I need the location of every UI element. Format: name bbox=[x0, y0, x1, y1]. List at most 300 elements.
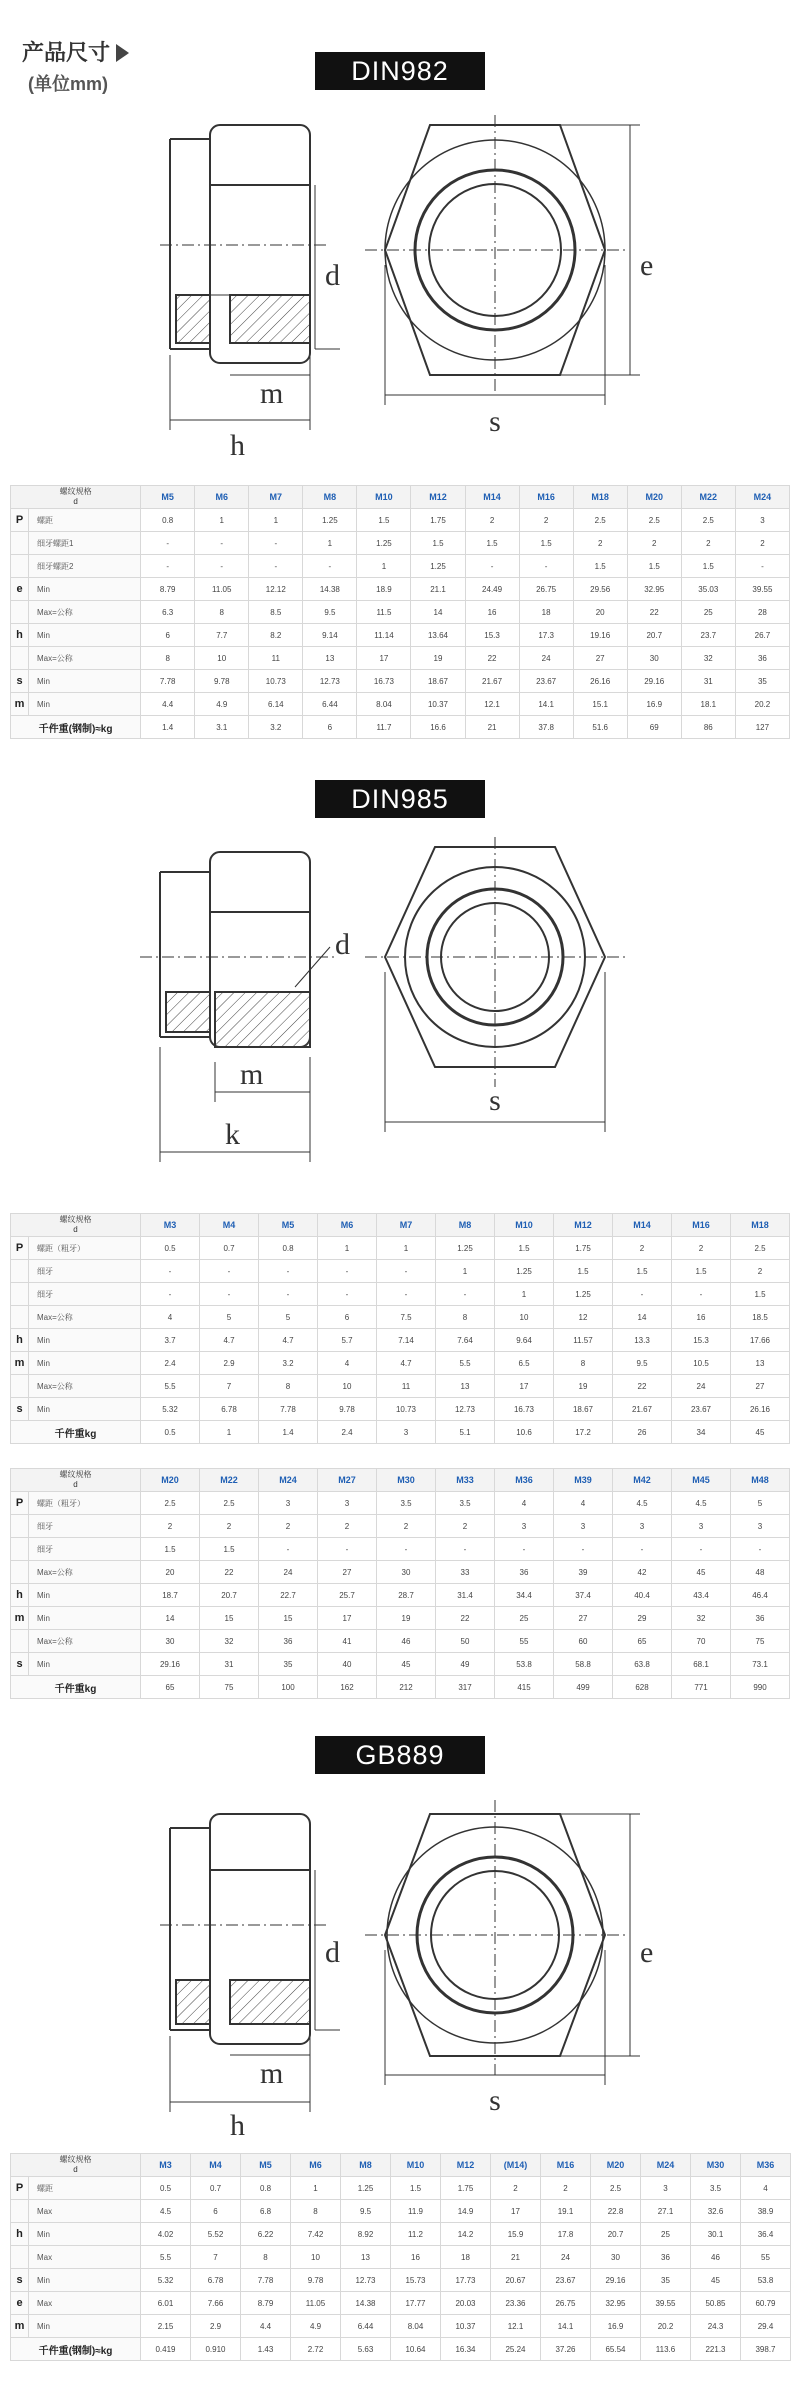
table-row bbox=[11, 1237, 790, 1260]
table-cell: 1.25 bbox=[357, 532, 411, 555]
table-cell: 22 bbox=[465, 647, 519, 670]
row-label: 螺距 bbox=[29, 2177, 141, 2200]
table-cell: 5.5 bbox=[436, 1352, 495, 1375]
row-symbol bbox=[11, 1538, 29, 1561]
table-cell: 11 bbox=[377, 1375, 436, 1398]
row-label: Max=公称 bbox=[29, 601, 141, 624]
table-cell: 2.5 bbox=[141, 1492, 200, 1515]
table-cell: 4 bbox=[741, 2177, 791, 2200]
table-cell: 17 bbox=[495, 1375, 554, 1398]
table-cell: 30 bbox=[377, 1561, 436, 1584]
table-cell: 35 bbox=[735, 670, 789, 693]
table-cell: 30 bbox=[141, 1630, 200, 1653]
weight-cell: 65.54 bbox=[591, 2338, 641, 2361]
row-label: Min bbox=[29, 1398, 141, 1421]
table-cell: 38.9 bbox=[741, 2200, 791, 2223]
size-header: M16 bbox=[672, 1214, 731, 1237]
table-cell: 75 bbox=[731, 1630, 790, 1653]
table-row bbox=[11, 1538, 790, 1561]
row-symbol bbox=[11, 1375, 29, 1398]
table-cell: 18.67 bbox=[411, 670, 465, 693]
table-cell: 2 bbox=[681, 532, 735, 555]
table-cell: 3.5 bbox=[436, 1492, 495, 1515]
size-header: M42 bbox=[613, 1469, 672, 1492]
table-cell: 40 bbox=[318, 1653, 377, 1676]
table-cell: 35 bbox=[641, 2269, 691, 2292]
table-cell: 1.5 bbox=[554, 1260, 613, 1283]
table-cell: 3 bbox=[318, 1492, 377, 1515]
table-cell: 2.5 bbox=[591, 2177, 641, 2200]
table-cell: 18 bbox=[519, 601, 573, 624]
row-symbol: m bbox=[11, 1352, 29, 1375]
table-cell: 1 bbox=[249, 509, 303, 532]
table-cell: 21.1 bbox=[411, 578, 465, 601]
table-cell: 31 bbox=[200, 1653, 259, 1676]
table-cell: 11.14 bbox=[357, 624, 411, 647]
table-cell: 8.2 bbox=[249, 624, 303, 647]
table-cell: 17.66 bbox=[731, 1329, 790, 1352]
table-cell: - bbox=[141, 1283, 200, 1306]
table-cell: 31.4 bbox=[436, 1584, 495, 1607]
row-symbol: s bbox=[11, 1653, 29, 1676]
size-header: M10 bbox=[391, 2154, 441, 2177]
row-symbol bbox=[11, 1283, 29, 1306]
weight-cell: 1.43 bbox=[241, 2338, 291, 2361]
table-cell: 11.05 bbox=[291, 2292, 341, 2315]
table-cell: 1 bbox=[495, 1283, 554, 1306]
table-cell: - bbox=[259, 1283, 318, 1306]
table-cell: 11.57 bbox=[554, 1329, 613, 1352]
table-cell: 21 bbox=[491, 2246, 541, 2269]
table-cell: 37.4 bbox=[554, 1584, 613, 1607]
table-cell: 3 bbox=[672, 1515, 731, 1538]
table-cell: 2 bbox=[731, 1260, 790, 1283]
size-header: M6 bbox=[195, 486, 249, 509]
size-header: M14 bbox=[465, 486, 519, 509]
table-cell: 4.4 bbox=[141, 693, 195, 716]
table-row bbox=[11, 1653, 790, 1676]
row-symbol: h bbox=[11, 1584, 29, 1607]
table-cell: 2 bbox=[141, 1515, 200, 1538]
table-row bbox=[11, 2223, 791, 2246]
table-cell: 4.5 bbox=[613, 1492, 672, 1515]
size-header: M24 bbox=[735, 486, 789, 509]
table-cell: 9.5 bbox=[613, 1352, 672, 1375]
size-header: M48 bbox=[731, 1469, 790, 1492]
table-cell: 6 bbox=[191, 2200, 241, 2223]
table-cell: 25 bbox=[641, 2223, 691, 2246]
table-row bbox=[11, 1352, 790, 1375]
table-cell: 2 bbox=[573, 532, 627, 555]
table-cell: 1 bbox=[291, 2177, 341, 2200]
size-header: M14 bbox=[613, 1214, 672, 1237]
row-symbol: m bbox=[11, 693, 29, 716]
table-cell: - bbox=[519, 555, 573, 578]
weight-cell: 990 bbox=[731, 1676, 790, 1699]
row-symbol: h bbox=[11, 624, 29, 647]
table-cell: 5.5 bbox=[141, 2246, 191, 2269]
table-cell: 13.64 bbox=[411, 624, 465, 647]
table-cell: 6.3 bbox=[141, 601, 195, 624]
table-row bbox=[11, 2200, 791, 2223]
table-cell: 12.12 bbox=[249, 578, 303, 601]
table-cell: 9.78 bbox=[195, 670, 249, 693]
table-row bbox=[11, 2177, 791, 2200]
table-cell: 22 bbox=[200, 1561, 259, 1584]
table-cell: 9.64 bbox=[495, 1329, 554, 1352]
table-cell: 17.3 bbox=[519, 624, 573, 647]
table-cell: 14 bbox=[141, 1607, 200, 1630]
row-symbol bbox=[11, 1306, 29, 1329]
size-header: M18 bbox=[573, 486, 627, 509]
table-cell: 0.8 bbox=[141, 509, 195, 532]
table-cell: 2.5 bbox=[681, 509, 735, 532]
table-cell: 7 bbox=[200, 1375, 259, 1398]
table-cell: 16.9 bbox=[591, 2315, 641, 2338]
table-cell: 10 bbox=[318, 1375, 377, 1398]
table-cell: 0.8 bbox=[241, 2177, 291, 2200]
table-cell: 55 bbox=[495, 1630, 554, 1653]
size-header: M5 bbox=[241, 2154, 291, 2177]
table-cell: 7.78 bbox=[141, 670, 195, 693]
corner-label: 螺纹规格 bbox=[59, 2155, 92, 2164]
table-row bbox=[11, 693, 790, 716]
table-row bbox=[11, 509, 790, 532]
weight-cell: 221.3 bbox=[691, 2338, 741, 2361]
table-row bbox=[11, 624, 790, 647]
table-cell: 73.1 bbox=[731, 1653, 790, 1676]
table-cell: 27 bbox=[731, 1375, 790, 1398]
row-label: Max=公称 bbox=[29, 1306, 141, 1329]
table-cell: 45 bbox=[672, 1561, 731, 1584]
din985-table-1 bbox=[10, 1213, 790, 1444]
table-cell: 1.5 bbox=[573, 555, 627, 578]
table-cell: 65 bbox=[613, 1630, 672, 1653]
corner-label: d bbox=[73, 1480, 78, 1489]
table-cell: 17.77 bbox=[391, 2292, 441, 2315]
table-cell: 7.78 bbox=[259, 1398, 318, 1421]
din985-table-2 bbox=[10, 1468, 790, 1699]
table-cell: 2 bbox=[541, 2177, 591, 2200]
size-header: M10 bbox=[495, 1214, 554, 1237]
table-cell: 28.7 bbox=[377, 1584, 436, 1607]
table-cell: 10.37 bbox=[441, 2315, 491, 2338]
table-cell: 20.7 bbox=[591, 2223, 641, 2246]
table-cell: 8 bbox=[291, 2200, 341, 2223]
table-cell: - bbox=[735, 555, 789, 578]
table-cell: 14.1 bbox=[541, 2315, 591, 2338]
row-symbol bbox=[11, 2246, 29, 2269]
weight-label: 千件重kg bbox=[11, 1676, 141, 1699]
weight-cell: 11.7 bbox=[357, 716, 411, 739]
table-cell: 15.73 bbox=[391, 2269, 441, 2292]
table-cell: - bbox=[141, 1260, 200, 1283]
table-cell: 50 bbox=[436, 1630, 495, 1653]
dim-s: s bbox=[489, 2084, 501, 2117]
row-label: Min bbox=[29, 693, 141, 716]
weight-row bbox=[11, 1421, 790, 1444]
table-cell: 32.95 bbox=[591, 2292, 641, 2315]
table-cell: 1.5 bbox=[495, 1237, 554, 1260]
table-cell: 55 bbox=[741, 2246, 791, 2269]
table-cell: 20 bbox=[573, 601, 627, 624]
table-cell: - bbox=[249, 555, 303, 578]
size-header: M24 bbox=[641, 2154, 691, 2177]
table-cell: 4.7 bbox=[200, 1329, 259, 1352]
table-cell: 26.7 bbox=[735, 624, 789, 647]
size-header: M45 bbox=[672, 1469, 731, 1492]
table-cell: 12.1 bbox=[491, 2315, 541, 2338]
table-cell: 12.73 bbox=[436, 1398, 495, 1421]
table-cell: 18.9 bbox=[357, 578, 411, 601]
triangle-right-icon bbox=[116, 44, 129, 62]
size-header: M6 bbox=[318, 1214, 377, 1237]
row-label: Min bbox=[29, 1607, 141, 1630]
table-cell: 25 bbox=[681, 601, 735, 624]
table-cell: 21.67 bbox=[465, 670, 519, 693]
table-cell: 4.02 bbox=[141, 2223, 191, 2246]
table-cell: 2.9 bbox=[191, 2315, 241, 2338]
table-cell: - bbox=[436, 1538, 495, 1561]
size-header: M3 bbox=[141, 1214, 200, 1237]
table-cell: 20.03 bbox=[441, 2292, 491, 2315]
table-cell: 48 bbox=[731, 1561, 790, 1584]
size-header: M24 bbox=[259, 1469, 318, 1492]
table-cell: 10.5 bbox=[672, 1352, 731, 1375]
table-row bbox=[11, 1630, 790, 1653]
table-cell: 2 bbox=[491, 2177, 541, 2200]
table-cell: 8 bbox=[195, 601, 249, 624]
table-cell: 23.67 bbox=[519, 670, 573, 693]
table-cell: 35 bbox=[259, 1653, 318, 1676]
table-cell: 49 bbox=[436, 1653, 495, 1676]
row-label: Min bbox=[29, 1584, 141, 1607]
weight-cell: 51.6 bbox=[573, 716, 627, 739]
table-cell: - bbox=[195, 555, 249, 578]
row-symbol: P bbox=[11, 1237, 29, 1260]
row-label: Min bbox=[29, 624, 141, 647]
weight-row bbox=[11, 2338, 791, 2361]
table-cell: 0.7 bbox=[191, 2177, 241, 2200]
table-cell: 0.8 bbox=[259, 1237, 318, 1260]
table-cell: 2 bbox=[377, 1515, 436, 1538]
table-cell: 10.37 bbox=[411, 693, 465, 716]
size-header: M36 bbox=[741, 2154, 791, 2177]
table-cell: 16 bbox=[465, 601, 519, 624]
table-cell: 8 bbox=[141, 647, 195, 670]
weight-cell: 0.910 bbox=[191, 2338, 241, 2361]
table-cell: 1.5 bbox=[411, 532, 465, 555]
table-cell: 9.78 bbox=[291, 2269, 341, 2292]
table-cell: 13 bbox=[731, 1352, 790, 1375]
weight-cell: 3.2 bbox=[249, 716, 303, 739]
table-cell: - bbox=[141, 555, 195, 578]
table-cell: 23.36 bbox=[491, 2292, 541, 2315]
table-cell: 12.73 bbox=[303, 670, 357, 693]
header-row bbox=[11, 1214, 790, 1237]
table-cell: 29 bbox=[613, 1607, 672, 1630]
table-cell: 46 bbox=[691, 2246, 741, 2269]
table-cell: 20.67 bbox=[491, 2269, 541, 2292]
table-cell: 6 bbox=[141, 624, 195, 647]
dim-d: d bbox=[325, 1936, 340, 1969]
table-cell: 70 bbox=[672, 1630, 731, 1653]
table-cell: - bbox=[613, 1538, 672, 1561]
din985-title: DIN985 bbox=[315, 780, 485, 818]
table-cell: 5.52 bbox=[191, 2223, 241, 2246]
size-header: M10 bbox=[357, 486, 411, 509]
table-cell: 32 bbox=[200, 1630, 259, 1653]
gb889-title: GB889 bbox=[315, 1736, 485, 1774]
table-cell: 68.1 bbox=[672, 1653, 731, 1676]
table-cell: 10.73 bbox=[249, 670, 303, 693]
row-label: Min bbox=[29, 670, 141, 693]
table-cell: 10.73 bbox=[377, 1398, 436, 1421]
table-cell: 17 bbox=[318, 1607, 377, 1630]
thread-spec-header bbox=[11, 1214, 141, 1237]
table-cell: 26.75 bbox=[519, 578, 573, 601]
table-cell: 2.15 bbox=[141, 2315, 191, 2338]
table-cell: 24 bbox=[672, 1375, 731, 1398]
weight-row bbox=[11, 716, 790, 739]
table-cell: 13 bbox=[436, 1375, 495, 1398]
table-cell: 1.5 bbox=[672, 1260, 731, 1283]
table-row bbox=[11, 2292, 791, 2315]
table-cell: 60.79 bbox=[741, 2292, 791, 2315]
din982-table bbox=[10, 485, 790, 739]
row-symbol bbox=[11, 601, 29, 624]
corner-label: 螺纹规格 bbox=[59, 1215, 92, 1224]
table-cell: 25.7 bbox=[318, 1584, 377, 1607]
row-symbol: s bbox=[11, 670, 29, 693]
row-label: 螺距（粗牙） bbox=[29, 1237, 141, 1260]
table-cell: 1.25 bbox=[341, 2177, 391, 2200]
thread-spec-header bbox=[11, 486, 141, 509]
table-cell: 25 bbox=[495, 1607, 554, 1630]
size-header: M20 bbox=[627, 486, 681, 509]
din985-drawing bbox=[100, 832, 700, 1192]
table-cell: 1.75 bbox=[411, 509, 465, 532]
table-cell: 36.4 bbox=[741, 2223, 791, 2246]
table-cell: 5 bbox=[259, 1306, 318, 1329]
table-cell: 3 bbox=[554, 1515, 613, 1538]
size-header: M5 bbox=[141, 486, 195, 509]
table-cell: 28 bbox=[735, 601, 789, 624]
table-cell: 8 bbox=[554, 1352, 613, 1375]
table-row bbox=[11, 1584, 790, 1607]
table-cell: 29.56 bbox=[573, 578, 627, 601]
table-cell: 7.7 bbox=[195, 624, 249, 647]
table-cell: 32 bbox=[672, 1607, 731, 1630]
weight-cell: 628 bbox=[613, 1676, 672, 1699]
table-cell: 2 bbox=[200, 1515, 259, 1538]
size-header: M22 bbox=[681, 486, 735, 509]
dim-d: d bbox=[335, 928, 350, 961]
weight-cell: 499 bbox=[554, 1676, 613, 1699]
table-cell: 12 bbox=[554, 1306, 613, 1329]
table-cell: 8 bbox=[259, 1375, 318, 1398]
table-cell: 41 bbox=[318, 1630, 377, 1653]
table-cell: 7.14 bbox=[377, 1329, 436, 1352]
table-cell: - bbox=[200, 1283, 259, 1306]
row-label: 螺距 bbox=[29, 509, 141, 532]
table-cell: 15.3 bbox=[465, 624, 519, 647]
corner-label: 螺纹规格 bbox=[59, 1470, 92, 1479]
table-cell: 45 bbox=[691, 2269, 741, 2292]
table-cell: 8.04 bbox=[391, 2315, 441, 2338]
table-cell: 6.44 bbox=[303, 693, 357, 716]
table-cell: 50.85 bbox=[691, 2292, 741, 2315]
size-header: M16 bbox=[519, 486, 573, 509]
table-row bbox=[11, 1375, 790, 1398]
table-row bbox=[11, 1283, 790, 1306]
dim-m: m bbox=[260, 2057, 284, 2090]
table-cell: 22.7 bbox=[259, 1584, 318, 1607]
table-cell: 3.5 bbox=[377, 1492, 436, 1515]
row-symbol: m bbox=[11, 2315, 29, 2338]
table-cell: 3.7 bbox=[141, 1329, 200, 1352]
table-cell: 12.1 bbox=[465, 693, 519, 716]
table-cell: 27 bbox=[573, 647, 627, 670]
table-cell: 26.75 bbox=[541, 2292, 591, 2315]
table-cell: 0.5 bbox=[141, 1237, 200, 1260]
table-cell: 60 bbox=[554, 1630, 613, 1653]
table-cell: 35.03 bbox=[681, 578, 735, 601]
weight-cell: 6 bbox=[303, 716, 357, 739]
gb889-drawing bbox=[100, 1800, 700, 2160]
weight-cell: 3 bbox=[377, 1421, 436, 1444]
row-label: 细牙 bbox=[29, 1283, 141, 1306]
table-cell: 4.9 bbox=[195, 693, 249, 716]
table-cell: 45 bbox=[377, 1653, 436, 1676]
table-cell: 15 bbox=[200, 1607, 259, 1630]
table-cell: 46 bbox=[377, 1630, 436, 1653]
table-cell: 36 bbox=[495, 1561, 554, 1584]
table-cell: 7.66 bbox=[191, 2292, 241, 2315]
table-cell: 6.8 bbox=[241, 2200, 291, 2223]
row-symbol: h bbox=[11, 1329, 29, 1352]
table-cell: 1.5 bbox=[200, 1538, 259, 1561]
row-symbol bbox=[11, 647, 29, 670]
table-cell: 2.5 bbox=[573, 509, 627, 532]
table-cell: 39.55 bbox=[641, 2292, 691, 2315]
table-cell: - bbox=[613, 1283, 672, 1306]
weight-cell: 317 bbox=[436, 1676, 495, 1699]
table-cell: 32.95 bbox=[627, 578, 681, 601]
size-header: M22 bbox=[200, 1469, 259, 1492]
weight-cell: 75 bbox=[200, 1676, 259, 1699]
row-label: 细牙螺距2 bbox=[29, 555, 141, 578]
table-cell: 19 bbox=[377, 1607, 436, 1630]
table-cell: 5 bbox=[731, 1492, 790, 1515]
corner-label: d bbox=[73, 497, 78, 506]
table-cell: 1.25 bbox=[411, 555, 465, 578]
table-cell: 4.5 bbox=[672, 1492, 731, 1515]
weight-cell: 113.6 bbox=[641, 2338, 691, 2361]
table-cell: 15.1 bbox=[573, 693, 627, 716]
table-cell: 1 bbox=[357, 555, 411, 578]
size-header: M12 bbox=[554, 1214, 613, 1237]
weight-label: 千件重(钢制)≈kg bbox=[11, 2338, 141, 2361]
size-header: M8 bbox=[303, 486, 357, 509]
weight-cell: 5.1 bbox=[436, 1421, 495, 1444]
weight-cell: 1.4 bbox=[141, 716, 195, 739]
row-symbol bbox=[11, 1561, 29, 1584]
table-cell: 14.38 bbox=[341, 2292, 391, 2315]
table-cell: 6.5 bbox=[495, 1352, 554, 1375]
table-cell: 42 bbox=[613, 1561, 672, 1584]
table-cell: 14 bbox=[411, 601, 465, 624]
